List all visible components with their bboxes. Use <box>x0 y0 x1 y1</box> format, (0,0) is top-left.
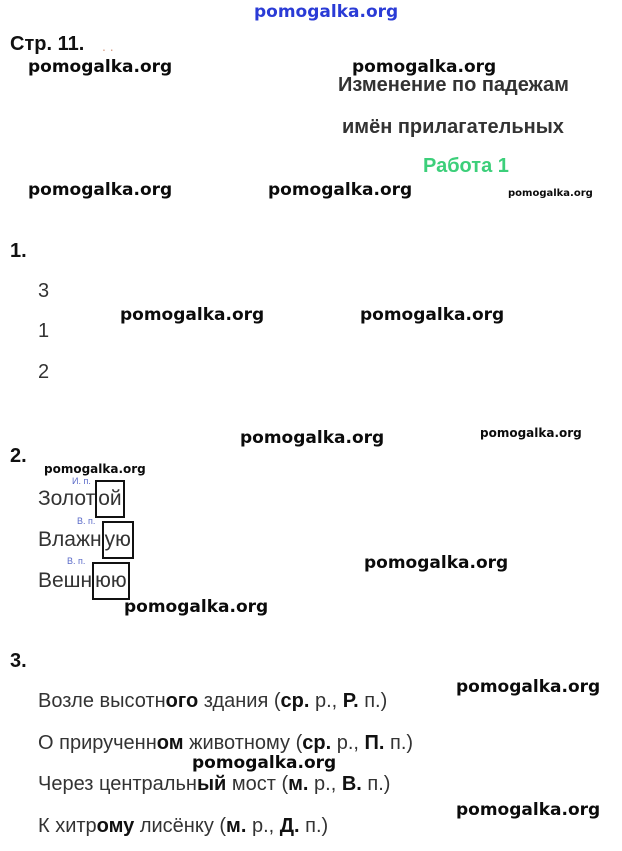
sentence-text: здания ( <box>198 690 281 712</box>
sentence-text: р., <box>309 690 343 712</box>
sentence-text: р., <box>246 815 280 837</box>
task-3-sentence <box>38 690 387 713</box>
sentence-text: п.) <box>361 773 391 795</box>
case-label: В. п. <box>77 516 96 526</box>
watermark: pomogalka.org <box>456 677 601 697</box>
case-label: В. п. <box>67 556 86 566</box>
watermark: pomogalka.org <box>480 426 582 440</box>
watermark: pomogalka.org <box>44 462 146 476</box>
sentence-text: п.) <box>384 732 414 754</box>
watermark: pomogalka.org <box>268 180 413 200</box>
watermark: pomogalka.org <box>352 57 497 77</box>
ending-bold: ому <box>96 815 135 837</box>
watermark: pomogalka.org <box>456 800 601 820</box>
word-ending-box: юю <box>92 562 130 600</box>
word-ending-box: ой <box>95 480 124 518</box>
sentence-text: Через центральн <box>38 773 197 795</box>
word-ending-box: ую <box>102 521 134 559</box>
ending-bold: ом <box>156 732 184 754</box>
gender-bold: ср. <box>280 690 310 712</box>
page-title-line1: Изменение по падежам <box>338 74 569 96</box>
case-bold: Р. <box>342 690 359 712</box>
task-1-answer: 1 <box>38 320 50 342</box>
task-3-sentence <box>38 732 413 755</box>
watermark: pomogalka.org <box>240 428 385 448</box>
sentence-text: лисёнку ( <box>134 815 227 837</box>
watermark: pomogalka.org <box>120 305 265 325</box>
watermark: pomogalka.org <box>364 553 509 573</box>
watermark: pomogalka.org <box>360 305 505 325</box>
task-1-answer: 3 <box>38 280 50 302</box>
gender-bold: м. <box>226 815 247 837</box>
task-1-answer: 2 <box>38 361 50 383</box>
sentence-text: О прирученн <box>38 732 157 754</box>
sentence-text: р., <box>308 773 342 795</box>
sentence-text: р., <box>331 732 365 754</box>
gender-bold: м. <box>288 773 309 795</box>
watermark: pomogalka.org <box>28 57 173 77</box>
ending-bold: ый <box>196 773 227 795</box>
task-3-sentence <box>38 773 390 796</box>
adjective-word <box>38 480 125 518</box>
case-bold: Д. <box>279 815 300 837</box>
work-subtitle: Работа 1 <box>423 155 509 177</box>
adjective-word <box>38 562 130 600</box>
word-stem: Вешн <box>38 569 93 592</box>
watermark: pomogalka.org <box>508 188 593 199</box>
page-number: Стр. 11. <box>10 33 85 55</box>
task-3-sentence <box>38 815 328 838</box>
adjective-word <box>38 521 134 559</box>
case-bold: В. <box>341 773 362 795</box>
watermark: pomogalka.org <box>192 753 337 773</box>
sentence-text: мост ( <box>226 773 289 795</box>
watermark: pomogalka.org <box>254 2 399 22</box>
word-stem: Золот <box>38 487 96 510</box>
case-label: И. п. <box>72 476 91 486</box>
task-3-number: 3. <box>10 650 27 672</box>
ending-bold: ого <box>165 690 199 712</box>
task-2-number: 2. <box>10 445 27 467</box>
task-1-number: 1. <box>10 240 27 262</box>
case-bold: П. <box>364 732 385 754</box>
word-stem: Влажн <box>38 528 102 551</box>
page-title-line2: имён прилагательных <box>342 116 564 138</box>
gender-bold: ср. <box>302 732 332 754</box>
watermark: pomogalka.org <box>28 180 173 200</box>
sentence-text: К хитр <box>38 815 97 837</box>
sentence-text: животному ( <box>183 732 303 754</box>
sentence-text: Возле высотн <box>38 690 166 712</box>
sentence-text: п.) <box>299 815 329 837</box>
watermark: pomogalka.org <box>124 597 269 617</box>
sentence-text: п.) <box>358 690 388 712</box>
page-dots: . . <box>102 38 114 54</box>
